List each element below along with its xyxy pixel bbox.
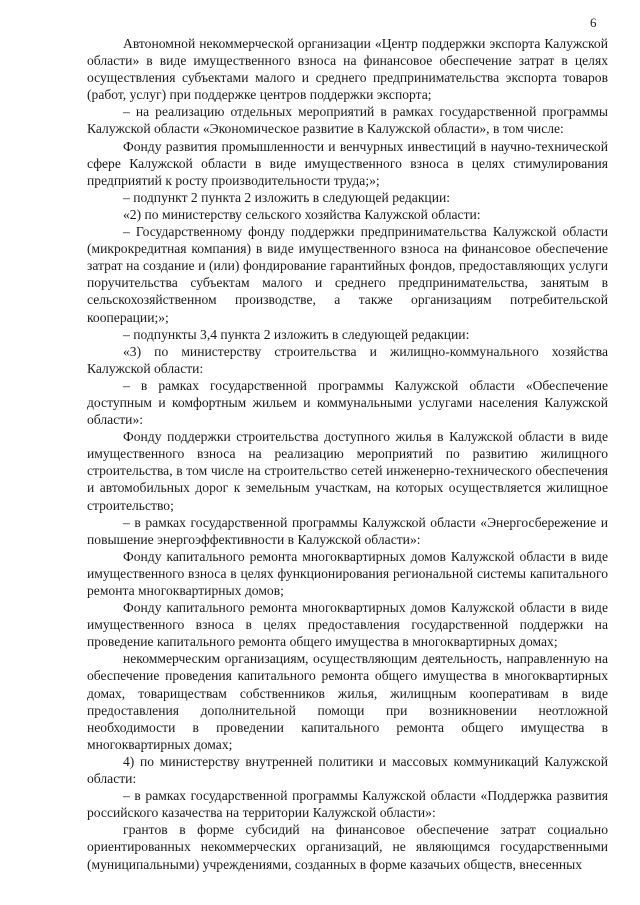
paragraph: – в рамках государственной программы Калужской области «Энергосбережение и повышение энергоэффективности в Калужской области»: — [87, 514, 608, 547]
paragraph: «3) по министерству строительства и жилищно-коммунального хозяйства Калужской области: — [87, 343, 608, 376]
paragraph: грантов в форме субсидий на финансовое обеспечение затрат социально ориентированных некоммерческих организаций, не являющимся государственными (муниципальными) учреждениями, созданных в форме казачьих обществ, внесенных — [87, 822, 608, 872]
document-body — [87, 35, 608, 873]
paragraph: 4) по министерству внутренней политики и массовых коммуникаций Калужской области: — [87, 753, 608, 787]
page-number: 6 — [590, 15, 597, 30]
paragraph: – в рамках государственной программы Калужской области «Обеспечение доступным и комфортным жильем и коммунальными услугами населения Калужской области»: — [87, 377, 608, 428]
paragraph: Автономной некоммерческой организации «Центр поддержки экспорта Калужской области» в виде имущественного взноса на финансовое обеспечение затрат в целях осуществления субъектами малого и среднего предпринимательства экспорта товаров (работ, услуг) при поддержке центров поддержки экспорта; — [87, 36, 608, 103]
paragraph: Фонду капитального ремонта многоквартирных домов Калужской области в виде имущественного взноса в целях функционирования региональной системы капитального ремонта многоквартирных домов; — [87, 548, 608, 598]
paragraph: – подпункты 3,4 пункта 2 изложить в следующей редакции: — [123, 326, 470, 342]
paragraph: – на реализацию отдельных мероприятий в рамках государственной программы Калужской области «Экономическое развитие в Калужской области», в том числе: — [87, 104, 608, 137]
paragraph: Фонду развития промышленности и венчурных инвестиций в научно-технической сфере Калужской области в виде имущественного взноса в целях стимулирования предприятий к росту производительности труда;»; — [87, 138, 608, 188]
paragraph: некоммерческим организациям, осуществляющим деятельность, направленную на обеспечение проведения капитального ремонта общего имущества в многоквартирных домах, товариществам собственников жилья, жилищным кооперативам в виде предоставления дополнительной помощи при возникновении неотложной необходимости в проведении капитального ремонта общего имущества в многоквартирных домах; — [87, 651, 608, 752]
paragraph: – Государственному фонду поддержки предпринимательства Калужской области (микрокредитная компания) в виде имущественного взноса на финансовое обеспечение затрат на создание и (или) фондирование гарантийных фондов, предоставляющих услуги поручительства субъектам малого и среднего предпринимательства, занятым в сельскохозяйственном производстве, а также организациям потребительской кооперации;»; — [87, 224, 608, 325]
paragraph: – в рамках государственной программы Калужской области «Поддержка развития российского казачества на территории Калужской области»: — [87, 788, 608, 821]
paragraph: – подпункт 2 пункта 2 изложить в следующей редакции: — [123, 189, 451, 205]
paragraph: Фонду капитального ремонта многоквартирных домов Калужской области в виде имущественного взноса в целях предоставления государственной поддержки на проведение капитального ремонта общего имущества в многоквартирных домах; — [87, 600, 608, 650]
paragraph: Фонду поддержки строительства доступного жилья в Калужской области в виде имущественного взноса на реализацию мероприятий по развитию жилищного строительства, в том числе на строительство сетей инженерно-технического обеспечения и автомобильных дорог к земельным участкам, на которых осуществляется жилищное строительство; — [87, 429, 608, 513]
paragraph: «2) по министерству сельского хозяйства Калужской области: — [123, 206, 481, 222]
